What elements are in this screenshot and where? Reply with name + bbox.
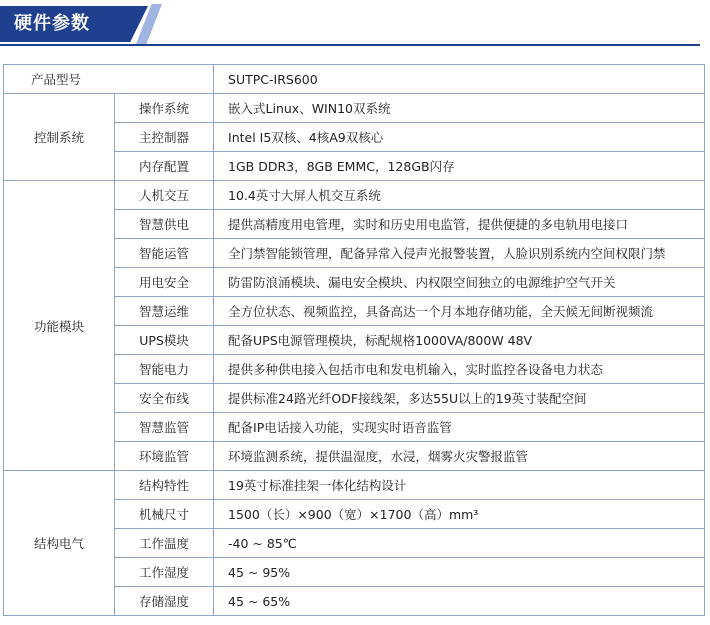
spec-value-cell: 1500（长）×900（宽）×1700（高）mm³: [214, 500, 705, 529]
header-underline: [0, 44, 700, 46]
spec-label-cell: 存储湿度: [115, 587, 214, 616]
spec-label-cell: 环境监管: [115, 442, 214, 471]
spec-value-cell: 全方位状态、视频监控，具备高达一个月本地存储功能，全天候无间断视频流: [214, 297, 705, 326]
spec-value-cell: 嵌入式Linux、WIN10双系统: [214, 94, 705, 123]
category-cell: 结构电气: [4, 471, 115, 616]
product-model-label: 产品型号: [4, 65, 214, 94]
spec-label-cell: 安全布线: [115, 384, 214, 413]
category-cell: 功能模块: [4, 181, 115, 471]
spec-value-cell: 提供多种供电接入包括市电和发电机输入，实时监控各设备电力状态: [214, 355, 705, 384]
spec-value-cell: 防雷防浪涌模块、漏电安全模块、内权限空间独立的电源维护空气开关: [214, 268, 705, 297]
spec-value-cell: 配备UPS电源管理模块，标配规格1000VA/800W 48V: [214, 326, 705, 355]
spec-label-cell: 操作系统: [115, 94, 214, 123]
spec-value-cell: 10.4英寸大屏人机交互系统: [214, 181, 705, 210]
spec-value-cell: 45 ~ 65%: [214, 587, 705, 616]
spec-value-cell: 提供高精度用电管理，实时和历史用电监管，提供便捷的多电轨用电接口: [214, 210, 705, 239]
spec-label-cell: 工作湿度: [115, 558, 214, 587]
spec-value-cell: 19英寸标准挂架一体化结构设计: [214, 471, 705, 500]
table-row: [4, 94, 705, 123]
section-header: [0, 0, 710, 46]
spec-label-cell: 智慧监管: [115, 413, 214, 442]
spec-value-cell: 环境监测系统，提供温湿度，水浸，烟雾火灾警报监管: [214, 442, 705, 471]
spec-label-cell: 工作温度: [115, 529, 214, 558]
spec-value-cell: -40 ~ 85℃: [214, 529, 705, 558]
spec-label-cell: 机械尺寸: [115, 500, 214, 529]
section-title: 硬件参数: [14, 13, 90, 34]
hardware-spec-table: [3, 64, 705, 616]
spec-value-cell: Intel I5双核、4核A9双核心: [214, 123, 705, 152]
product-model-value: SUTPC-IRS600: [214, 65, 705, 94]
table-row: [4, 471, 705, 500]
spec-label-cell: 智慧运维: [115, 297, 214, 326]
spec-value-cell: 全门禁智能锁管理，配备异常入侵声光报警装置，人脸识别系统内空间权限门禁: [214, 239, 705, 268]
spec-label-cell: 主控制器: [115, 123, 214, 152]
spec-label-cell: 用电安全: [115, 268, 214, 297]
category-cell: 控制系统: [4, 94, 115, 181]
spec-table-container: [3, 64, 704, 616]
spec-value-cell: 45 ~ 95%: [214, 558, 705, 587]
spec-label-cell: 结构特性: [115, 471, 214, 500]
table-row: [4, 181, 705, 210]
spec-label-cell: UPS模块: [115, 326, 214, 355]
spec-label-cell: 智慧供电: [115, 210, 214, 239]
spec-value-cell: 配备IP电话接入功能，实现实时语音监管: [214, 413, 705, 442]
spec-label-cell: 内存配置: [115, 152, 214, 181]
spec-label-cell: 人机交互: [115, 181, 214, 210]
table-row-product-model: [4, 65, 705, 94]
spec-value-cell: 提供标准24路光纤ODF接线架，多达55U以上的19英寸装配空间: [214, 384, 705, 413]
spec-label-cell: 智能电力: [115, 355, 214, 384]
spec-value-cell: 1GB DDR3，8GB EMMC，128GB闪存: [214, 152, 705, 181]
spec-label-cell: 智能运管: [115, 239, 214, 268]
